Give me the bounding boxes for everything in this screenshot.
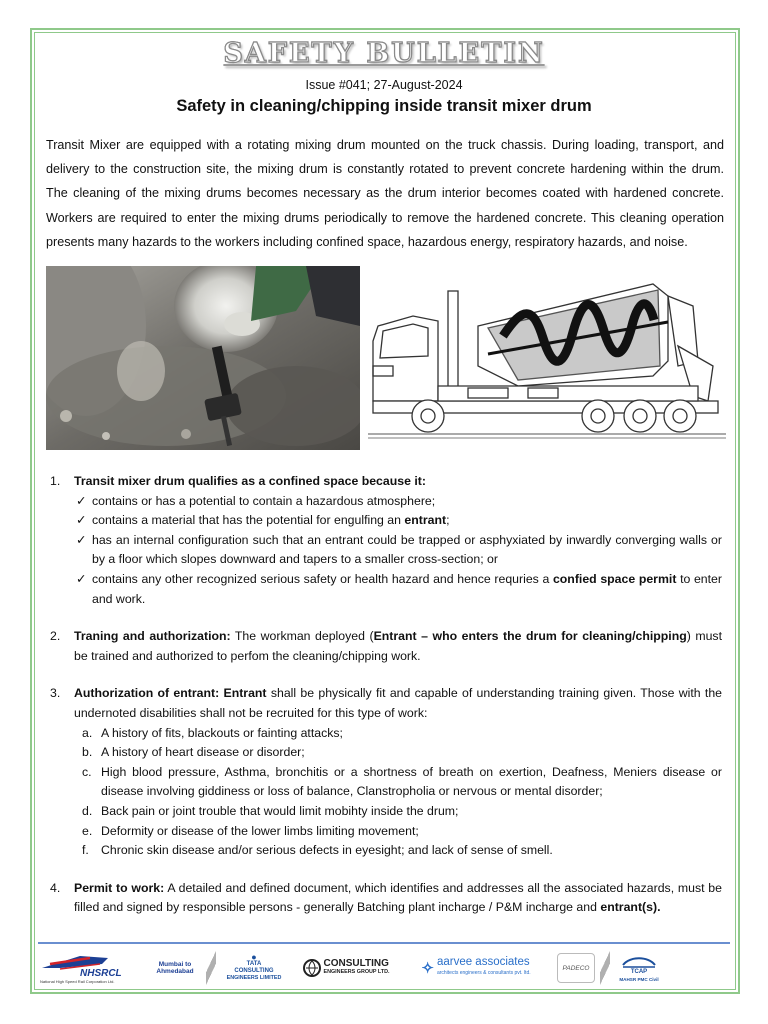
- issue-line: Issue #041; 27-August-2024: [305, 78, 463, 92]
- section-training: 2. Traning and authorization: The workman deployed (Entrant – who enters the drum for cleaning/chipping) must be trained and authorized to perfom the cleaning/chipping work.: [50, 629, 723, 663]
- padeco-logo: PADECO: [552, 948, 600, 988]
- intro-line: Transit Mixer are equipped with a rotating mixing drum mounted on the truck chassis. During loading, transport, and: [46, 138, 724, 152]
- ceg-logo: CONSULTING ENGINEERS GROUP LTD.: [292, 948, 400, 988]
- aarvee-mark-icon: ✧: [421, 960, 434, 977]
- list-item: ✓ contains or has a potential to contain a hazardous atmosphere;: [74, 492, 722, 512]
- list-item: e. Deformity or disease of the lower limbs limiting movement;: [82, 823, 419, 838]
- nhsrcl-logo: [40, 948, 144, 988]
- list-item: c. High blood pressure, Asthma, bronchitis or a shortness of breath on exertion, Deafness, Meniers disease or disease involving giddiness or loss of balance, Clanstropholia or nervous or mental disorder;: [82, 764, 722, 799]
- list-item: a. A history of fits, blackouts or fainting attacks;: [82, 725, 343, 740]
- list-item: ✓ contains any other recognized serious safety or health hazard and hence requries a confied space permit to enter and work.: [76, 571, 722, 606]
- worker-chipping-image: [46, 266, 360, 450]
- list-item: f. Chronic skin disease and/or serious defects in eyesight; and lack of sense of smell.: [82, 843, 553, 858]
- aarvee-logo: ✧ aarvee associates architects engineers & consultants pvt. ltd.: [421, 956, 531, 977]
- route-label: Mumbai to Ahmedabad: [156, 961, 194, 975]
- footer-divider: [38, 942, 730, 944]
- globe-icon: [303, 959, 321, 977]
- intro-line: delivery to the construction site, the mixing drum is constantly rotated to prevent concrete hardening within the drum.: [46, 162, 724, 177]
- intro-line: Workers are required to enter the mixing drums periodically to remove the hardened concrete. This cleaning operation: [46, 210, 724, 225]
- tata-icon: ●: [251, 952, 257, 962]
- bulletin-title: SAFETY BULLETIN: [223, 38, 545, 69]
- checkmark-icon: ✓: [76, 532, 87, 547]
- nhsrcl-fullname: National High Speed Rail Corporation Ltd.: [40, 979, 115, 984]
- section-number: 2.: [50, 629, 61, 644]
- list-item: d. Back pain or joint trouble that would limit mobihty inside the drum;: [82, 803, 459, 818]
- footer-logos: [40, 946, 728, 990]
- tata-consulting-logo: ● TATA CONSULTING ENGINEERS LIMITED: [226, 952, 282, 981]
- section-heading: Authorization of entrant:: [74, 686, 220, 701]
- section-heading: Transit mixer drum qualifies as a confined space because it:: [74, 474, 426, 488]
- section-number: 3.: [50, 686, 61, 701]
- tcap-logo: TCAP MAHSR PMC Civil: [610, 948, 668, 988]
- transit-mixer-drawing: [368, 266, 726, 444]
- transit-mixer-truck-illustration: [368, 266, 726, 444]
- checkmark-icon: ✓: [76, 513, 87, 528]
- list-item: ✓ contains a material that has the potential for engulfing an entrant;: [74, 511, 722, 531]
- checkmark-icon: ✓: [76, 493, 87, 508]
- section-entrant-authorization: 3. Authorization of entrant: Entrant shall be physically fit and capable of understanding training given. Those with the undernoted disabilities shall not be recruited for this type of work: a. A history of fits, blackouts or fainting attacks; b. A history of heart disease or disorder; c. High blood pressure, Asthma, bronchitis or a shortness of breath on exertion, Deafness, Meniers disease or disease involving giddiness or loss of balance, Clanstropholia or nervous or mental disorder; d. Back pain or joint trouble that would limit mobihty inside the drum; e. Deformity or disease of the lower limbs limiting movement; f. Chronic skin disease and/or serious defects in eyesight; and lack of sense of smell.: [50, 684, 722, 860]
- confined-space-criteria-list: [74, 492, 722, 610]
- list-item: ✓ has an internal configuration such that an entrant could be trapped or asphyxiated by inwardly converging walls or by a floor which slopes downward and tapers to a smaller cross-section; or: [76, 532, 722, 567]
- section-permit-to-work: 4. Permit to work: A detailed and defined document, which identifies and addresses all the associated hazards, must be filled and signed by responsible persons - generally Batching plant incharge / P&M incharge and entrant(s).: [50, 880, 722, 915]
- bulletin-content: [50, 472, 722, 918]
- nhsrcl-wordmark: NHSRCL: [80, 968, 122, 979]
- logo-separator: [600, 947, 610, 989]
- section-heading: Traning and authorization:: [74, 629, 231, 644]
- disability-list: [74, 724, 722, 861]
- section-number: 1.: [50, 474, 61, 488]
- intro-line: presents many hazards to the workers including confined space, hazardous energy, respiratory hazards, and noise.: [46, 234, 688, 249]
- intro-paragraph: [46, 133, 724, 254]
- drum-interior-photo: [46, 266, 360, 450]
- tcap-bridge-icon: [622, 953, 656, 969]
- list-item: b. A history of heart disease or disorder;: [82, 745, 305, 760]
- bulletin-subtitle: Safety in cleaning/chipping inside transit mixer drum: [176, 97, 592, 115]
- section-heading: Permit to work:: [74, 880, 165, 895]
- section-confined-space: [50, 472, 722, 609]
- intro-line: The cleaning of the mixing drums becomes necessary as the drum interior becomes coated with hardened concrete.: [46, 186, 724, 201]
- logo-separator: [206, 947, 216, 989]
- section-number: 4.: [50, 880, 61, 895]
- checkmark-icon: ✓: [76, 571, 87, 586]
